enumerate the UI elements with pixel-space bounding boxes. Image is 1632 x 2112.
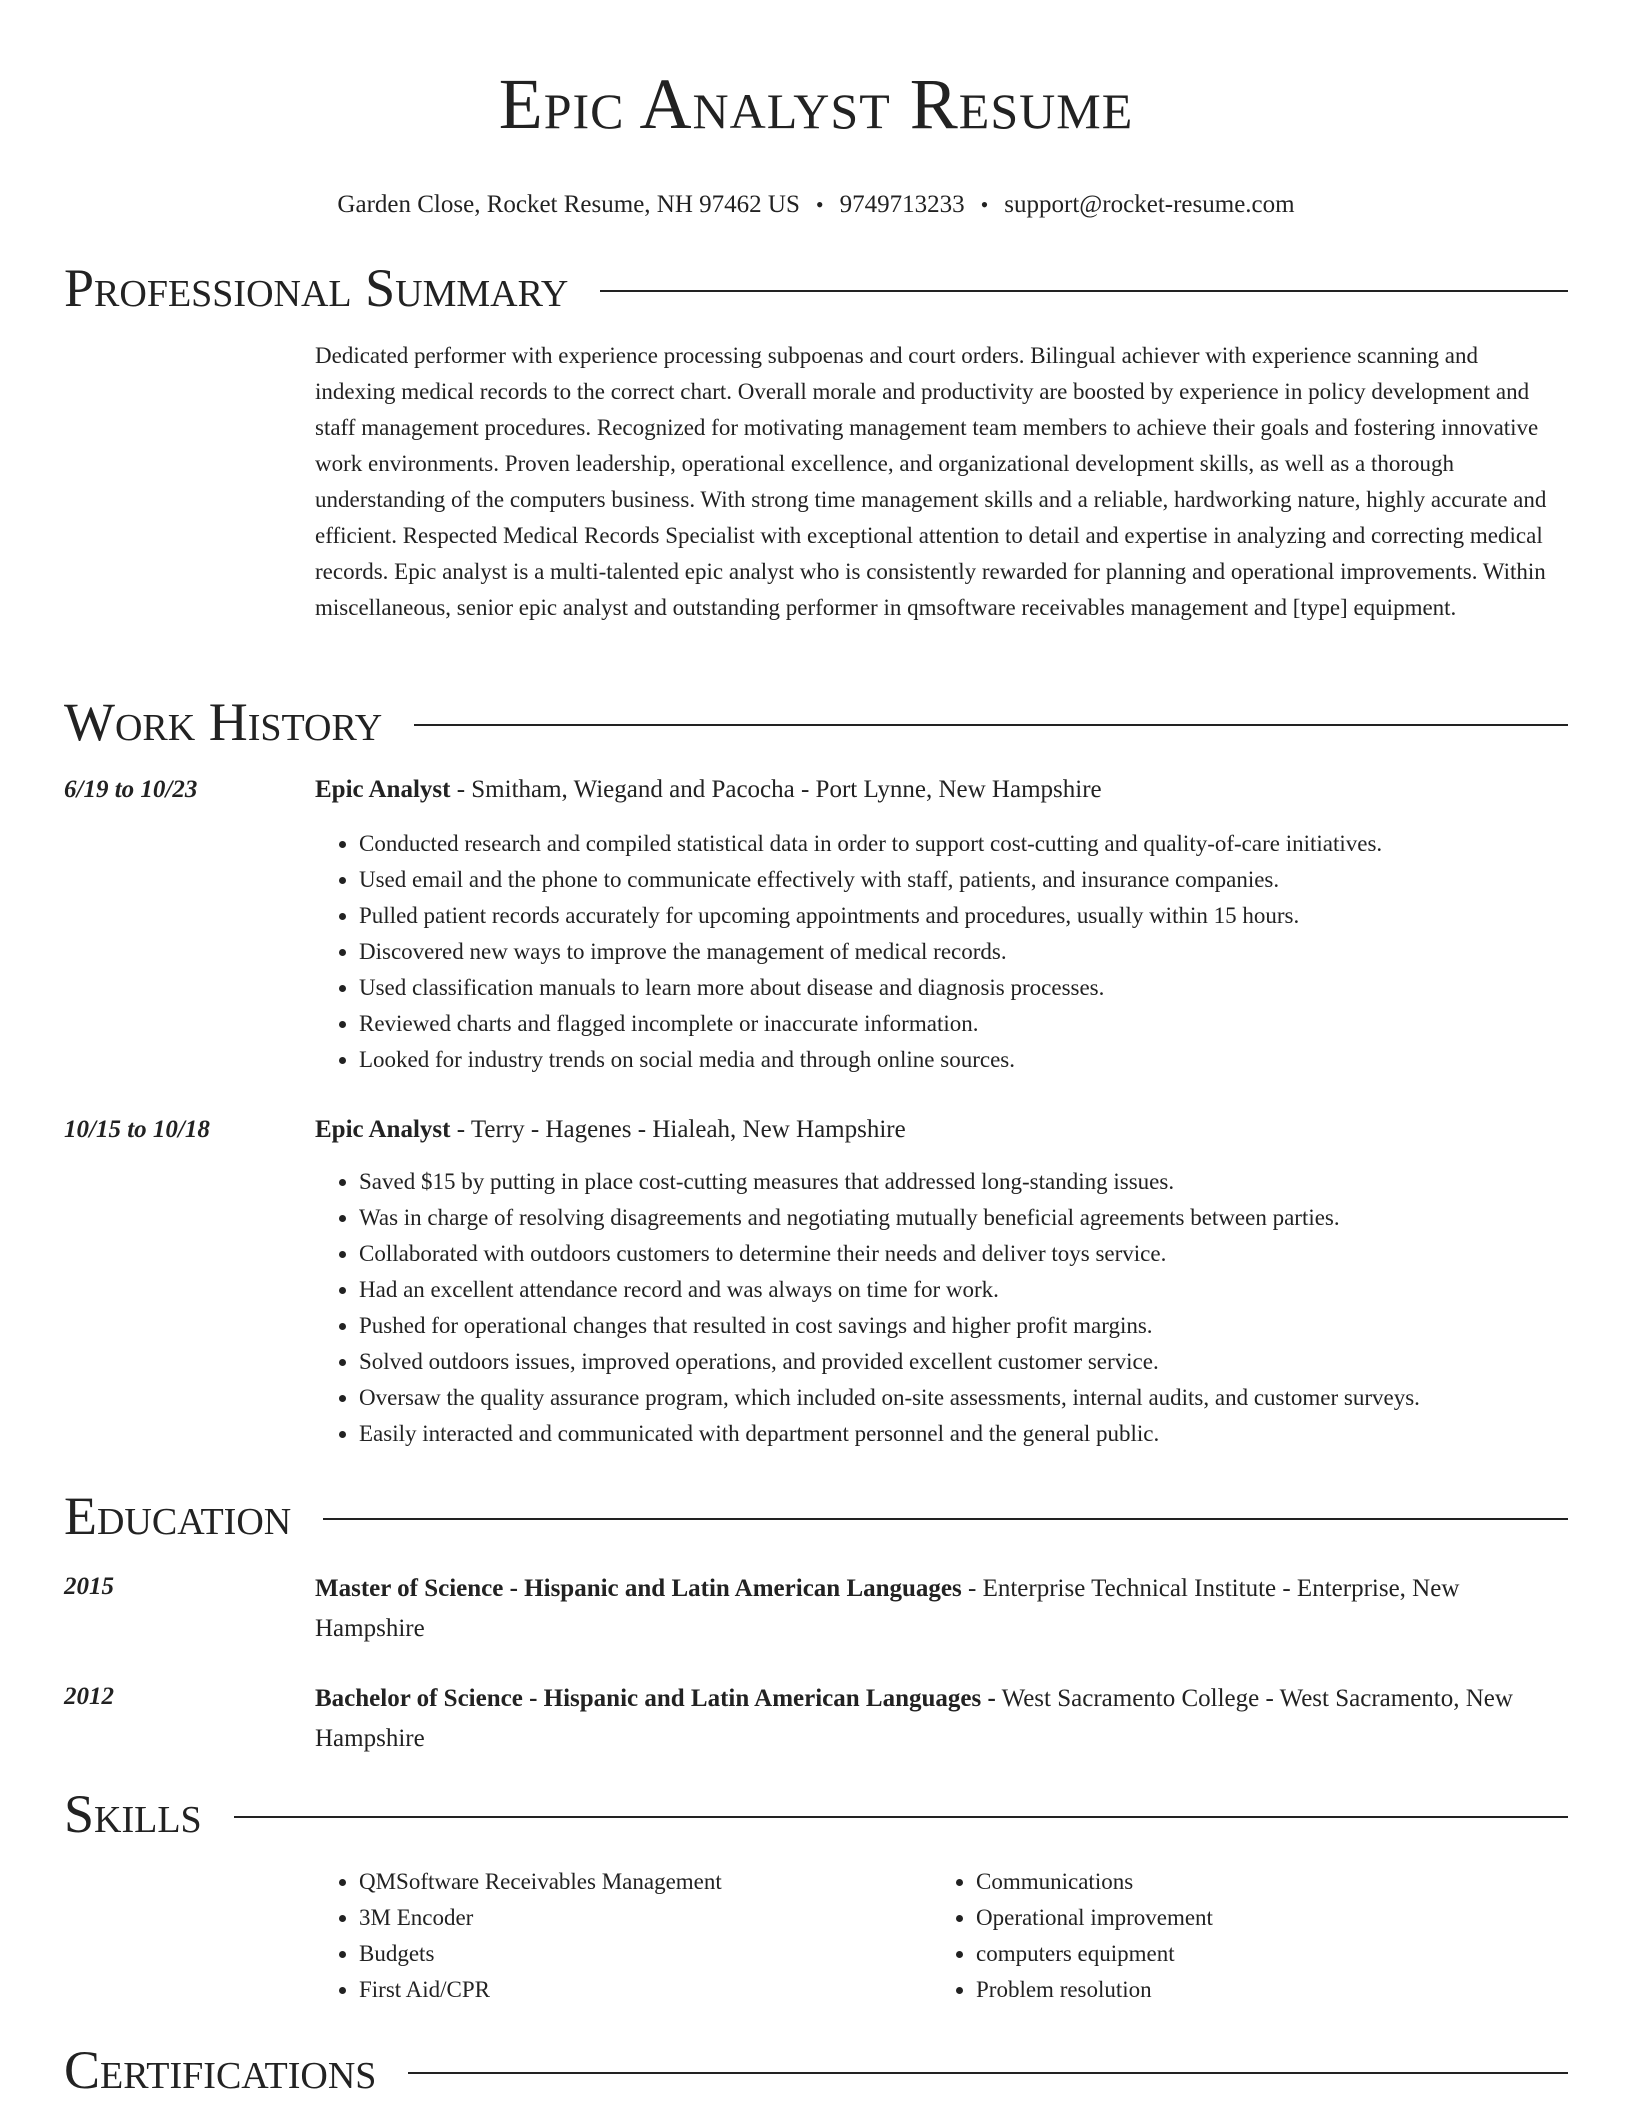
education-degree: Bachelor of Science - Hispanic and Latin American Languages -: [315, 1685, 996, 1712]
job-dates: 10/15 to 10/18: [64, 1116, 210, 1143]
summary-paragraph: Dedicated performer with experience processing subpoenas and court orders. Bilingual achiever with experience scanning and indexing medical records to the correct chart. Overall morale and productivity are boosted by experience in policy development and staff management procedures. Recognized for motivating management team members to achieve their goals and fostering innovative work environments. Proven leadership, operational excellence, and organizational development skills, as well as a thorough understanding of the computers business. With strong time management skills and a reliable, hardworking nature, highly accurate and efficient. Respected Medical Records Specialist with exceptional attention to detail and expertise in analyzing and correcting medical records. Epic analyst is a multi-talented epic analyst who is consistently rewarded for planning and operational improvements. Within miscellaneous, senior epic analyst and outstanding performer in qmsoftware receivables management and [type] equipment.: [315, 343, 1547, 620]
list-item: • Used email and the phone to communicate effectively with staff, patients, and insurance companies.: [359, 862, 1568, 898]
list-item: • Collaborated with outdoors customers to determine their needs and deliver toys service.: [359, 1236, 1568, 1272]
job-role: Epic Analyst: [315, 1116, 451, 1143]
job-heading: [315, 1112, 1568, 1148]
resume-name: Epic Analyst Resume: [498, 64, 1134, 144]
skill-item: • Operational improvement: [976, 1900, 1213, 1936]
section-header-certifications: [64, 2038, 1568, 2102]
education-details: [315, 1679, 1568, 1759]
list-item: • Was in charge of resolving disagreements and negotiating mutually beneficial agreements between parties.: [359, 1200, 1568, 1236]
skill-item: • computers equipment: [976, 1936, 1213, 1972]
job-bullets: [315, 1164, 1568, 1452]
education-year: 2015: [64, 1573, 114, 1600]
job-details: - Smitham, Wiegand and Pacocha - Port Lynne, New Hampshire: [450, 776, 1102, 803]
list-item: • Pulled patient records accurately for upcoming appointments and procedures, usually within 15 hours.: [359, 898, 1568, 934]
contact-email: support@rocket-resume.com: [1004, 191, 1295, 218]
list-item: • Easily interacted and communicated with department personnel and the general public.: [359, 1416, 1568, 1452]
job-role: Epic Analyst: [315, 776, 451, 803]
contact-line: [0, 190, 1632, 220]
skill-item: • Problem resolution: [976, 1972, 1213, 2008]
education-details: [315, 1569, 1568, 1649]
list-item: • Used classification manuals to learn more about disease and diagnosis processes.: [359, 970, 1568, 1006]
skill-item: • QMSoftware Receivables Management: [359, 1864, 722, 1900]
section-header-education: [64, 1484, 1568, 1548]
list-item: • Conducted research and compiled statistical data in order to support cost-cutting and quality-of-care initiatives.: [359, 826, 1568, 862]
section-header-summary: [64, 256, 1568, 320]
section-header-work-history: [64, 690, 1568, 754]
education-school: - Enterprise Technical Institute - Enterprise, New Hampshire: [315, 1575, 1460, 1642]
contact-phone: 9749713233: [839, 191, 965, 218]
list-item: • Oversaw the quality assurance program, which included on-site assessments, internal audits, and customer surveys.: [359, 1380, 1568, 1416]
skills-list-right: [932, 1864, 1213, 2008]
list-item: • Saved $15 by putting in place cost-cutting measures that addressed long-standing issues.: [359, 1164, 1568, 1200]
education-year: 2012: [64, 1683, 114, 1710]
section-title: Education: [64, 1486, 292, 1546]
contact-separator: •: [980, 192, 989, 217]
section-title: Professional Summary: [64, 258, 569, 318]
list-item: • Reviewed charts and flagged incomplete or inaccurate information.: [359, 1006, 1568, 1042]
list-item: • Pushed for operational changes that resulted in cost savings and higher profit margins.: [359, 1308, 1568, 1344]
job-bullets: [315, 826, 1568, 1078]
section-title: Skills: [64, 1784, 202, 1844]
contact-separator: •: [815, 192, 824, 217]
list-item: • Looked for industry trends on social media and through online sources.: [359, 1042, 1568, 1078]
skills-list-left: [315, 1864, 722, 2008]
list-item: • Had an excellent attendance record and was always on time for work.: [359, 1272, 1568, 1308]
education-degree: Master of Science - Hispanic and Latin American Languages: [315, 1575, 962, 1602]
section-divider: [600, 290, 1568, 292]
section-divider: [414, 724, 1568, 726]
section-header-skills: [64, 1782, 1568, 1846]
section-title: Work History: [64, 692, 383, 752]
skill-item: • Communications: [976, 1864, 1213, 1900]
job-dates: 6/19 to 10/23: [64, 776, 198, 803]
job-heading: [315, 772, 1568, 808]
skill-item: • Budgets: [359, 1936, 722, 1972]
list-item: • Solved outdoors issues, improved operations, and provided excellent customer service.: [359, 1344, 1568, 1380]
skill-item: • First Aid/CPR: [359, 1972, 722, 2008]
section-divider: [408, 2072, 1568, 2074]
contact-address: Garden Close, Rocket Resume, NH 97462 US: [337, 191, 800, 218]
list-item: • Discovered new ways to improve the management of medical records.: [359, 934, 1568, 970]
section-divider: [234, 1816, 1568, 1818]
job-details: - Terry - Hagenes - Hialeah, New Hampshire: [450, 1116, 906, 1143]
education-school: West Sacramento College - West Sacramento, New Hampshire: [315, 1685, 1513, 1752]
skill-item: • 3M Encoder: [359, 1900, 722, 1936]
section-divider: [323, 1518, 1568, 1520]
section-title: Certifications: [64, 2040, 377, 2100]
